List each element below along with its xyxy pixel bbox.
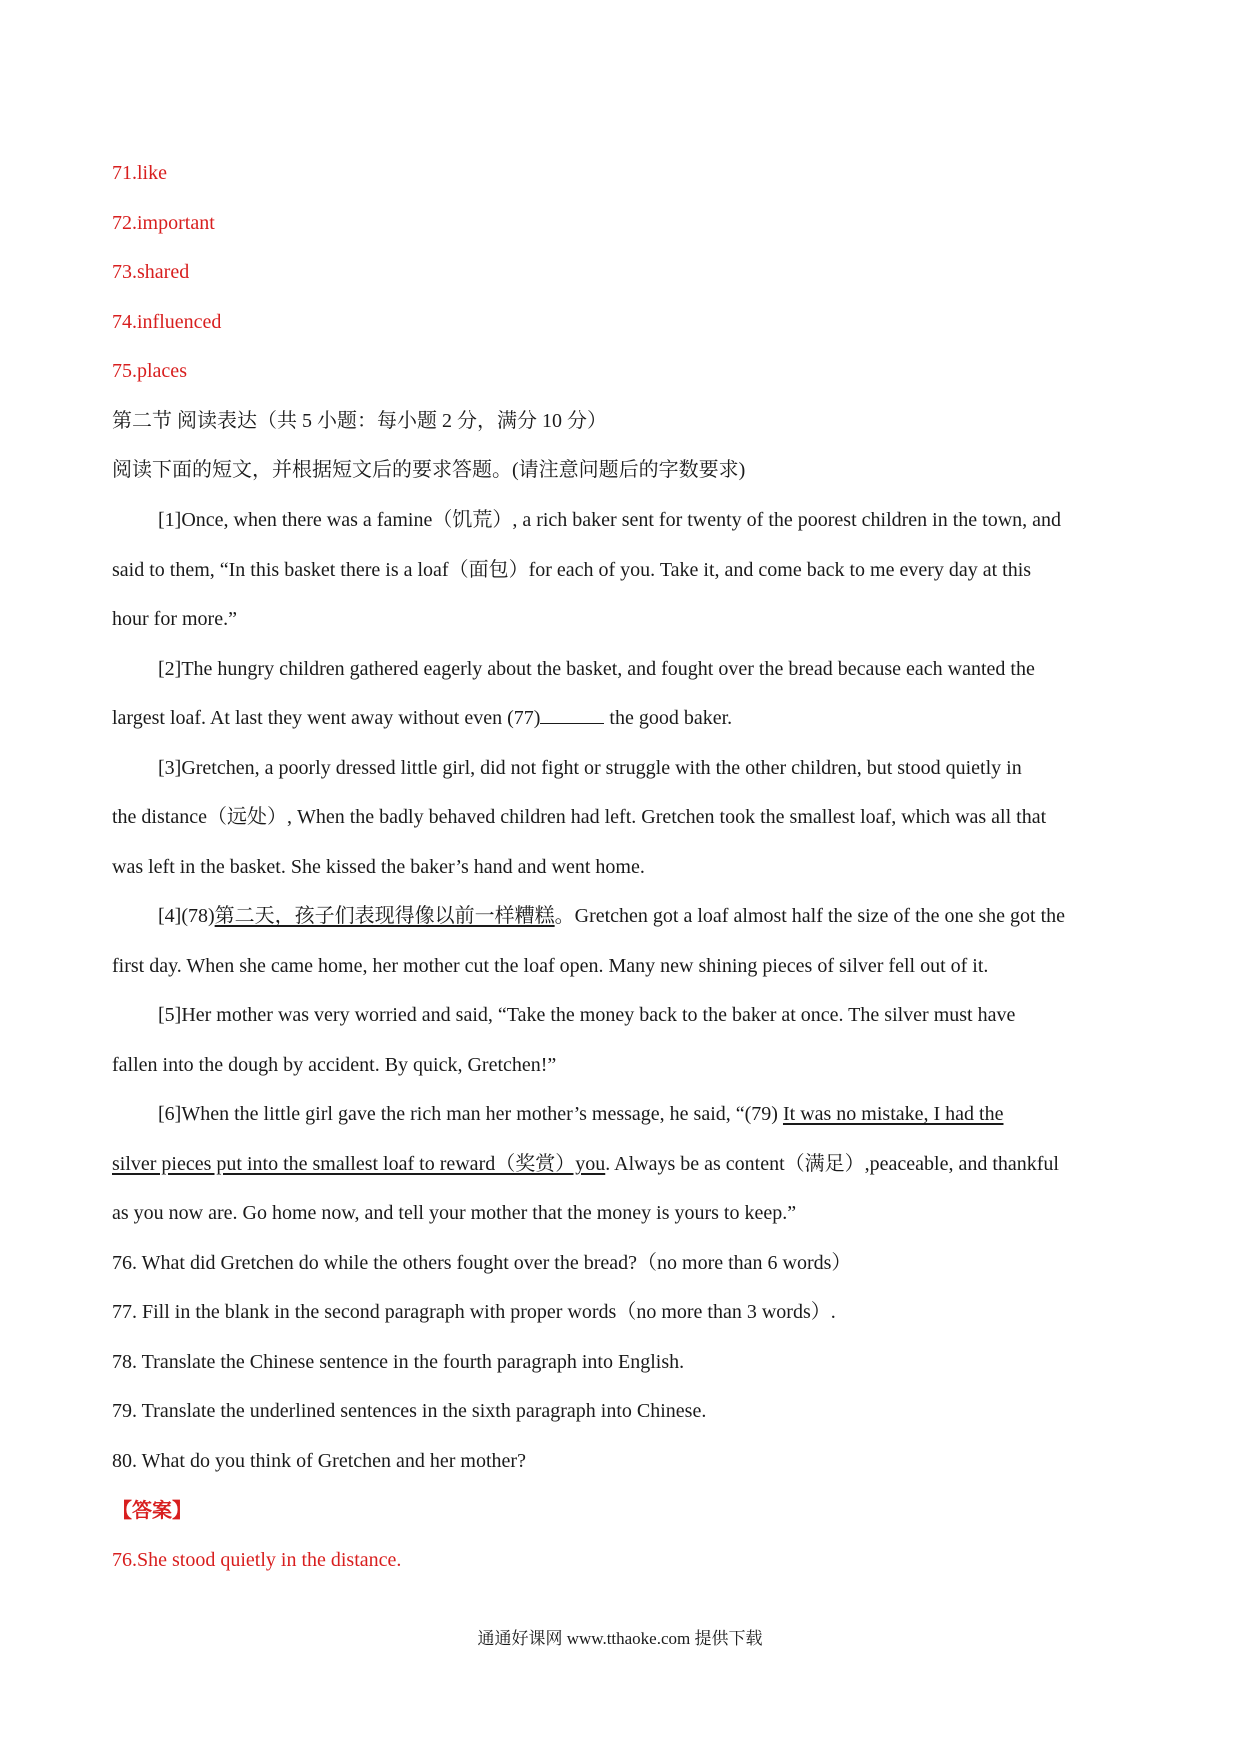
question-76: 76. What did Gretchen do while the others fought over the bread?（no more than 6 words） xyxy=(112,1252,852,1274)
underlined-sentence-79-part1: It was no mistake, I had the xyxy=(782,1103,1004,1125)
section-instruction: 阅读下面的短文，并根据短文后的要求答题。(请注意问题后的字数要求) xyxy=(112,459,746,481)
answer-71: 71.like xyxy=(112,162,167,184)
passage-p4-number: [4](78) xyxy=(158,905,215,927)
passage-p6-line3: as you now are. Go home now, and tell your mother that the money is yours to keep.” xyxy=(112,1202,797,1224)
passage-p4-line2: first day. When she came home, her mother cut the loaf open. Many new shining pieces of silver fell out of it. xyxy=(112,955,989,977)
passage-p6-text: [6]When the little girl gave the rich man her mother’s message, he said, “(79) xyxy=(158,1103,783,1125)
passage-p3-line1: [3]Gretchen, a poorly dressed little girl, did not fight or struggle with the other children, but stood quietly in xyxy=(158,757,1022,779)
question-80: 80. What do you think of Gretchen and her mother? xyxy=(112,1450,526,1472)
passage-p5-line1: [5]Her mother was very worried and said, “Take the money back to the baker at once. The silver must have xyxy=(158,1004,1016,1026)
chinese-sentence-78: 第二天，孩子们表现得像以前一样糟糕 xyxy=(214,905,555,927)
question-78: 78. Translate the Chinese sentence in the fourth paragraph into English. xyxy=(112,1351,685,1373)
passage-p1-line3: hour for more.” xyxy=(112,608,237,630)
passage-p2-text-after-blank: the good baker. xyxy=(604,707,733,729)
passage-p2-line2 xyxy=(112,705,732,731)
passage-p6-line1 xyxy=(158,1101,1003,1127)
passage-p2-text-before-blank: largest loaf. At last they went away without even (77) xyxy=(112,707,541,729)
passage-p5-line2: fallen into the dough by accident. By quick, Gretchen!” xyxy=(112,1054,557,1076)
passage-p1-line1: [1]Once, when there was a famine（饥荒）, a rich baker sent for twenty of the poorest children in the town, and xyxy=(158,509,1062,531)
answer-76: 76.She stood quietly in the distance. xyxy=(112,1549,402,1571)
passage-p6-line2 xyxy=(112,1151,1059,1177)
answer-heading: 【答案】 xyxy=(112,1500,192,1522)
answer-72: 72.important xyxy=(112,212,215,234)
answer-74: 74.influenced xyxy=(112,311,222,333)
passage-p2-line1: [2]The hungry children gathered eagerly about the basket, and fought over the bread because each wanted the xyxy=(158,658,1035,680)
blank-77 xyxy=(540,707,604,724)
page-footer: 通通好课网 www.tthaoke.com 提供下载 xyxy=(477,1629,763,1648)
passage-p4-line1 xyxy=(158,903,1065,929)
answer-73: 73.shared xyxy=(112,261,190,283)
passage-p1-line2: said to them, “In this basket there is a loaf（面包）for each of you. Take it, and come back to me every day at this xyxy=(112,559,1032,581)
passage-p6-text-cont: . Always be as content（满足）,peaceable, and thankful xyxy=(605,1153,1059,1175)
section-title: 第二节 阅读表达（共 5 小题：每小题 2 分，满分 10 分） xyxy=(112,410,607,432)
question-77: 77. Fill in the blank in the second paragraph with proper words（no more than 3 words）. xyxy=(112,1301,836,1323)
answer-75: 75.places xyxy=(112,360,187,382)
passage-p3-line3: was left in the basket. She kissed the baker’s hand and went home. xyxy=(112,856,645,878)
passage-p4-text: 。Gretchen got a loaf almost half the size of the one she got the xyxy=(554,905,1066,927)
underlined-sentence-79-part2: silver pieces put into the smallest loaf to reward（奖赏）you xyxy=(112,1153,606,1175)
passage-p3-line2: the distance（远处）, When the badly behaved children had left. Gretchen took the smallest loaf, which was all that xyxy=(112,806,1047,828)
question-79: 79. Translate the underlined sentences in the sixth paragraph into Chinese. xyxy=(112,1400,707,1422)
